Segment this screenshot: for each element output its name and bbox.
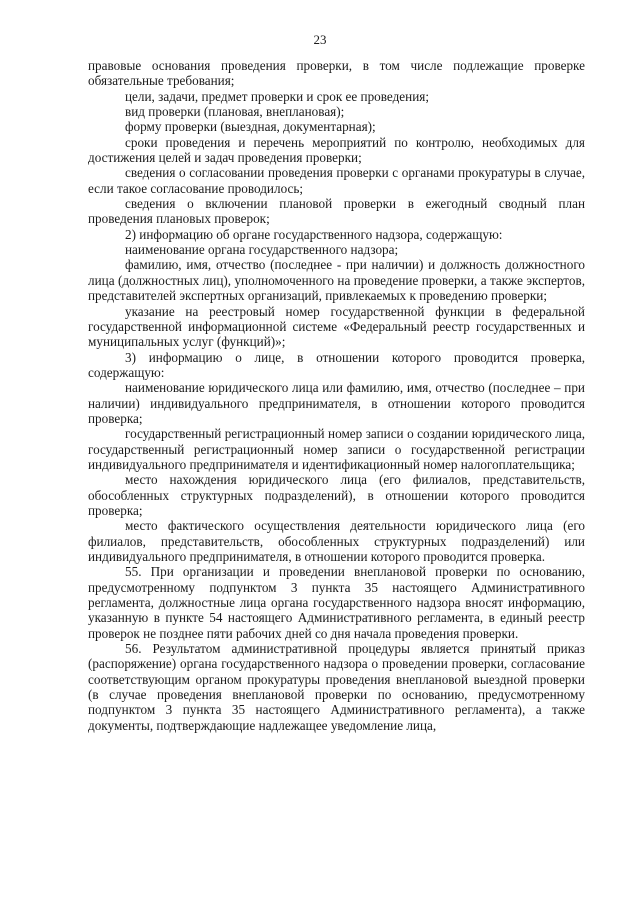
document-body	[88, 58, 585, 733]
paragraph: правовые основания проведения проверки, в том числе подлежащие проверке обязательные требования;	[88, 58, 585, 89]
paragraph: государственный регистрационный номер записи о создании юридического лица, государственный регистрационный номер записи о государственной регистрации индивидуального предпринимателя и идентификационный номер налогоплательщика;	[88, 426, 585, 472]
paragraph: место фактического осуществления деятельности юридического лица (его филиалов, представительств, обособленных структурных подразделений) или индивидуального предпринимателя, в отношении которого проводится проверка.	[88, 518, 585, 564]
paragraph: 2) информацию об органе государственного надзора, содержащую:	[125, 226, 503, 242]
paragraph: 3) информацию о лице, в отношении которого проводится проверка, содержащую:	[88, 349, 585, 380]
paragraph: сведения о согласовании проведения проверки с органами прокуратуры в случае, если такое согласование проводилось;	[88, 165, 585, 196]
paragraph: 55. При организации и проведении внеплановой проверки по основанию, предусмотренному подпунктом 3 пункта 35 настоящего Административного регламента, должностные лица органа государственного надзора вносят информацию, указанную в пункте 54 настоящего Административного регламента, в единый реестр проверок не позднее пяти рабочих дней со дня начала проведения проверки.	[88, 564, 585, 641]
paragraph: наименование органа государственного надзора;	[125, 242, 399, 258]
paragraph: наименование юридического лица или фамилию, имя, отчество (последнее – при наличии) индивидуального предпринимателя, в отношении которого проводится проверка;	[88, 380, 585, 426]
paragraph: указание на реестровый номер государственной функции в федеральной государственной информационной системе «Федеральный реестр государственных и муниципальных услуг (функций)»;	[88, 303, 585, 350]
paragraph: 56. Результатом административной процедуры является принятый приказ (распоряжение) органа государственного надзора о проведении проверки, согласование соответствующим органом прокуратуры проведения внеплановой выездной проверки (в случае проведения внеплановой проверки по основанию, предусмотренному подпунктом 3 пункта 35 настоящего Административного регламента), а также документы, подтверждающие надлежащее уведомление лица,	[88, 641, 585, 733]
paragraph: место нахождения юридического лица (его филиалов, представительств, обособленных структурных подразделений), в отношении которого проводится проверка;	[88, 472, 585, 518]
paragraph: вид проверки (плановая, внеплановая);	[125, 104, 345, 120]
page-number: 23	[313, 32, 327, 47]
paragraph: фамилию, имя, отчество (последнее - при наличии) и должность должностного лица (должностных лиц), уполномоченного на проведение проверки, а также экспертов, представителей экспертных организаций, привлекаемых к проведению проверки;	[88, 257, 585, 304]
paragraph: форму проверки (выездная, документарная);	[125, 119, 376, 135]
paragraph: цели, задачи, предмет проверки и срок ее проведения;	[125, 88, 430, 104]
paragraph: сроки проведения и перечень мероприятий по контролю, необходимых для достижения целей и задач проведения проверки;	[88, 134, 585, 166]
paragraph: сведения о включении плановой проверки в ежегодный сводный план проведения плановых проверок;	[88, 196, 585, 227]
